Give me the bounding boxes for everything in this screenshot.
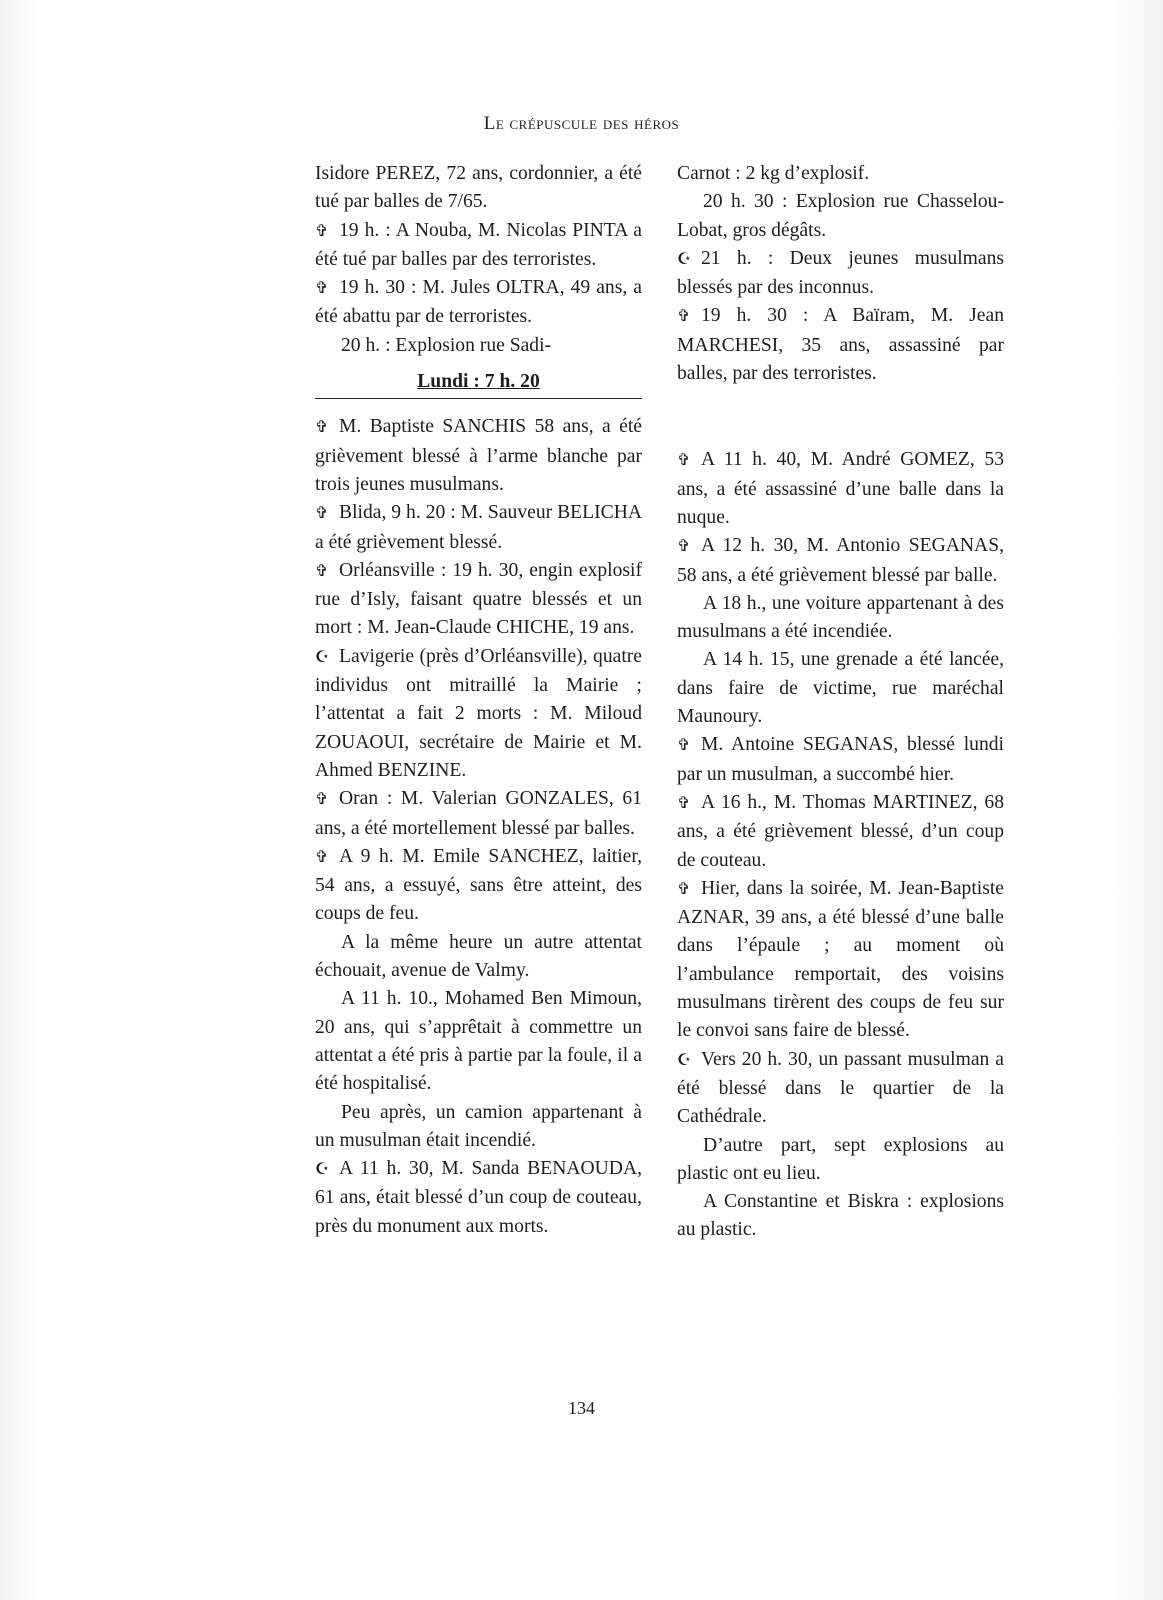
- entry-text: 19 h. : A Nouba, M. Nicolas PINTA a été tué par balles par des terroristes.: [315, 219, 642, 270]
- running-head: Le crépuscule des héros: [483, 113, 680, 134]
- entry-paragraph: [677, 875, 1004, 1046]
- cross-icon: ✞: [315, 419, 329, 437]
- entry-paragraph: [315, 643, 642, 785]
- entry-text: 20 h. 30 : Explosion rue Chasselou-Lobat, gros dégâts.: [677, 191, 1004, 241]
- left-bottom-block: [315, 413, 642, 1241]
- entry-text: A 14 h. 15, une grenade a été lancée, dans faire de victime, rue maréchal Maunoury.: [677, 649, 1004, 728]
- entry-text: Peu après, un camion appartenant à un musulman était incendié.: [315, 1101, 642, 1151]
- left-top-block: [315, 160, 642, 360]
- entry-paragraph: [677, 1188, 1004, 1245]
- entry-paragraph: [315, 332, 642, 360]
- entry-paragraph: [677, 160, 1004, 188]
- entry-text: A Constantine et Biskra : explosions au plastic.: [677, 1191, 1004, 1241]
- entry-paragraph: [677, 789, 1004, 875]
- cross-icon: ✞: [315, 280, 329, 298]
- cross-icon: ✞: [315, 562, 329, 580]
- cross-icon: ✞: [315, 791, 329, 809]
- entry-text: Oran : M. Valerian GONZALES, 61 ans, a été mortellement blessé par balles.: [315, 788, 642, 839]
- entry-text: A la même heure un autre attentat échouait, avenue de Valmy.: [315, 931, 642, 982]
- entry-paragraph: [315, 160, 642, 217]
- entry-text: M. Baptiste SANCHIS 58 ans, a été grièvement blessé à l’arme blanche par trois jeunes musulmans.: [315, 416, 642, 495]
- entry-paragraph: [677, 590, 1004, 647]
- entry-paragraph: [315, 785, 642, 843]
- cross-icon: ✞: [677, 737, 691, 755]
- right-top-block: [677, 160, 1004, 388]
- entry-paragraph: [677, 245, 1004, 303]
- cross-icon: ✞: [677, 308, 691, 326]
- entry-paragraph: [677, 646, 1004, 731]
- entry-paragraph: [315, 985, 642, 1098]
- entry-paragraph: [677, 532, 1004, 590]
- entry-paragraph: [315, 1099, 642, 1156]
- cross-icon: ✞: [315, 222, 329, 240]
- entry-paragraph: [315, 274, 642, 332]
- date-heading-text: Lundi : 7 h. 20: [417, 371, 540, 393]
- entry-text: M. Antoine SEGANAS, blessé lundi par un musulman, a succombé hier.: [677, 734, 1004, 785]
- left-column: [315, 160, 642, 1241]
- cross-icon: ✞: [677, 452, 691, 470]
- entry-text: Isidore PEREZ, 72 ans, cordonnier, a été tué par balles de 7/65.: [315, 163, 642, 213]
- entry-text: 19 h. 30 : A Baïram, M. Jean MARCHESI, 35 ans, assassiné par balles, par des terroristes.: [677, 305, 1004, 385]
- entry-text: Lavigerie (près d’Orléansville), quatre individus ont mitraillé la Mairie ; l’attentat a fait 2 morts : M. Miloud ZOUAOUI, secrétaire de Mairie et M. Ahmed BENZINE.: [315, 645, 642, 781]
- entry-paragraph: [677, 302, 1004, 388]
- entry-paragraph: [677, 188, 1004, 245]
- crescent-icon: ☪: [315, 1161, 330, 1179]
- entry-text: A 11 h. 30, M. Sanda BENAOUDA, 61 ans, était blessé d’un coup de couteau, près du monument aux morts.: [315, 1158, 642, 1237]
- cross-icon: ✞: [677, 880, 691, 898]
- entry-paragraph: [315, 929, 642, 986]
- entry-paragraph: [677, 1046, 1004, 1132]
- cross-icon: ✞: [677, 794, 691, 812]
- right-bottom-block: [677, 446, 1004, 1244]
- page-number: 134: [568, 1398, 595, 1418]
- column-gap: [677, 388, 1004, 446]
- date-heading: [315, 368, 642, 399]
- entry-paragraph: [315, 217, 642, 275]
- entry-text: A 18 h., une voiture appartenant à des musulmans a été incendiée.: [677, 592, 1004, 643]
- entry-paragraph: [677, 1132, 1004, 1189]
- entry-text: Carnot : 2 kg d’explosif.: [677, 163, 870, 184]
- entry-text: A 11 h. 10., Mohamed Ben Mimoun, 20 ans, qui s’apprêtait à commettre un attentat a été pris à partie par la foule, il a été hospitalisé.: [315, 988, 642, 1095]
- entry-paragraph: [677, 731, 1004, 789]
- entry-paragraph: [315, 1155, 642, 1241]
- right-column: [677, 160, 1004, 1245]
- cross-icon: ✞: [315, 505, 329, 523]
- entry-text: D’autre part, sept explosions au plastic ont eu lieu.: [677, 1134, 1004, 1184]
- entry-paragraph: [315, 843, 642, 929]
- entry-paragraph: [315, 413, 642, 499]
- crescent-icon: ☪: [677, 1051, 692, 1069]
- entry-text: A 16 h., M. Thomas MARTINEZ, 68 ans, a été grièvement blessé, d’un coup de couteau.: [677, 791, 1004, 871]
- entry-text: 21 h. : Deux jeunes musulmans blessés par des inconnus.: [677, 247, 1004, 299]
- crescent-icon: ☪: [677, 250, 692, 268]
- entry-text: Blida, 9 h. 20 : M. Sauveur BELICHA a été grièvement blessé.: [315, 502, 642, 553]
- entry-text: A 9 h. M. Emile SANCHEZ, laitier, 54 ans, a essuyé, sans être atteint, des coups de feu.: [315, 845, 642, 925]
- entry-paragraph: [315, 499, 642, 557]
- cross-icon: ✞: [315, 848, 329, 866]
- entry-text: 20 h. : Explosion rue Sadi-: [341, 334, 552, 356]
- entry-text: A 11 h. 40, M. André GOMEZ, 53 ans, a été assassiné d’une balle dans la nuque.: [677, 449, 1004, 528]
- entry-text: 19 h. 30 : M. Jules OLTRA, 49 ans, a été abattu par de terroristes.: [315, 277, 642, 328]
- entry-text: Orléansville : 19 h. 30, engin explosif rue d’Isly, faisant quatre blessés et un mort : M. Jean-Claude CHICHE, 19 ans.: [315, 559, 642, 639]
- entry-paragraph: [315, 557, 642, 643]
- cross-icon: ✞: [677, 538, 691, 556]
- entry-paragraph: [677, 446, 1004, 532]
- entry-text: Hier, dans la soirée, M. Jean-Baptiste AZNAR, 39 ans, a été blessé d’une balle dans l’épaule ; au moment où l’ambulance remportait, des voisins musulmans tirèrent des coups de feu sur le convoi sans faire de blessé.: [677, 877, 1004, 1042]
- entry-text: A 12 h. 30, M. Antonio SEGANAS, 58 ans, a été grièvement blessé par balle.: [677, 535, 1004, 586]
- entry-text: Vers 20 h. 30, un passant musulman a été blessé dans le quartier de la Cathédrale.: [677, 1048, 1004, 1128]
- crescent-icon: ☪: [315, 648, 330, 666]
